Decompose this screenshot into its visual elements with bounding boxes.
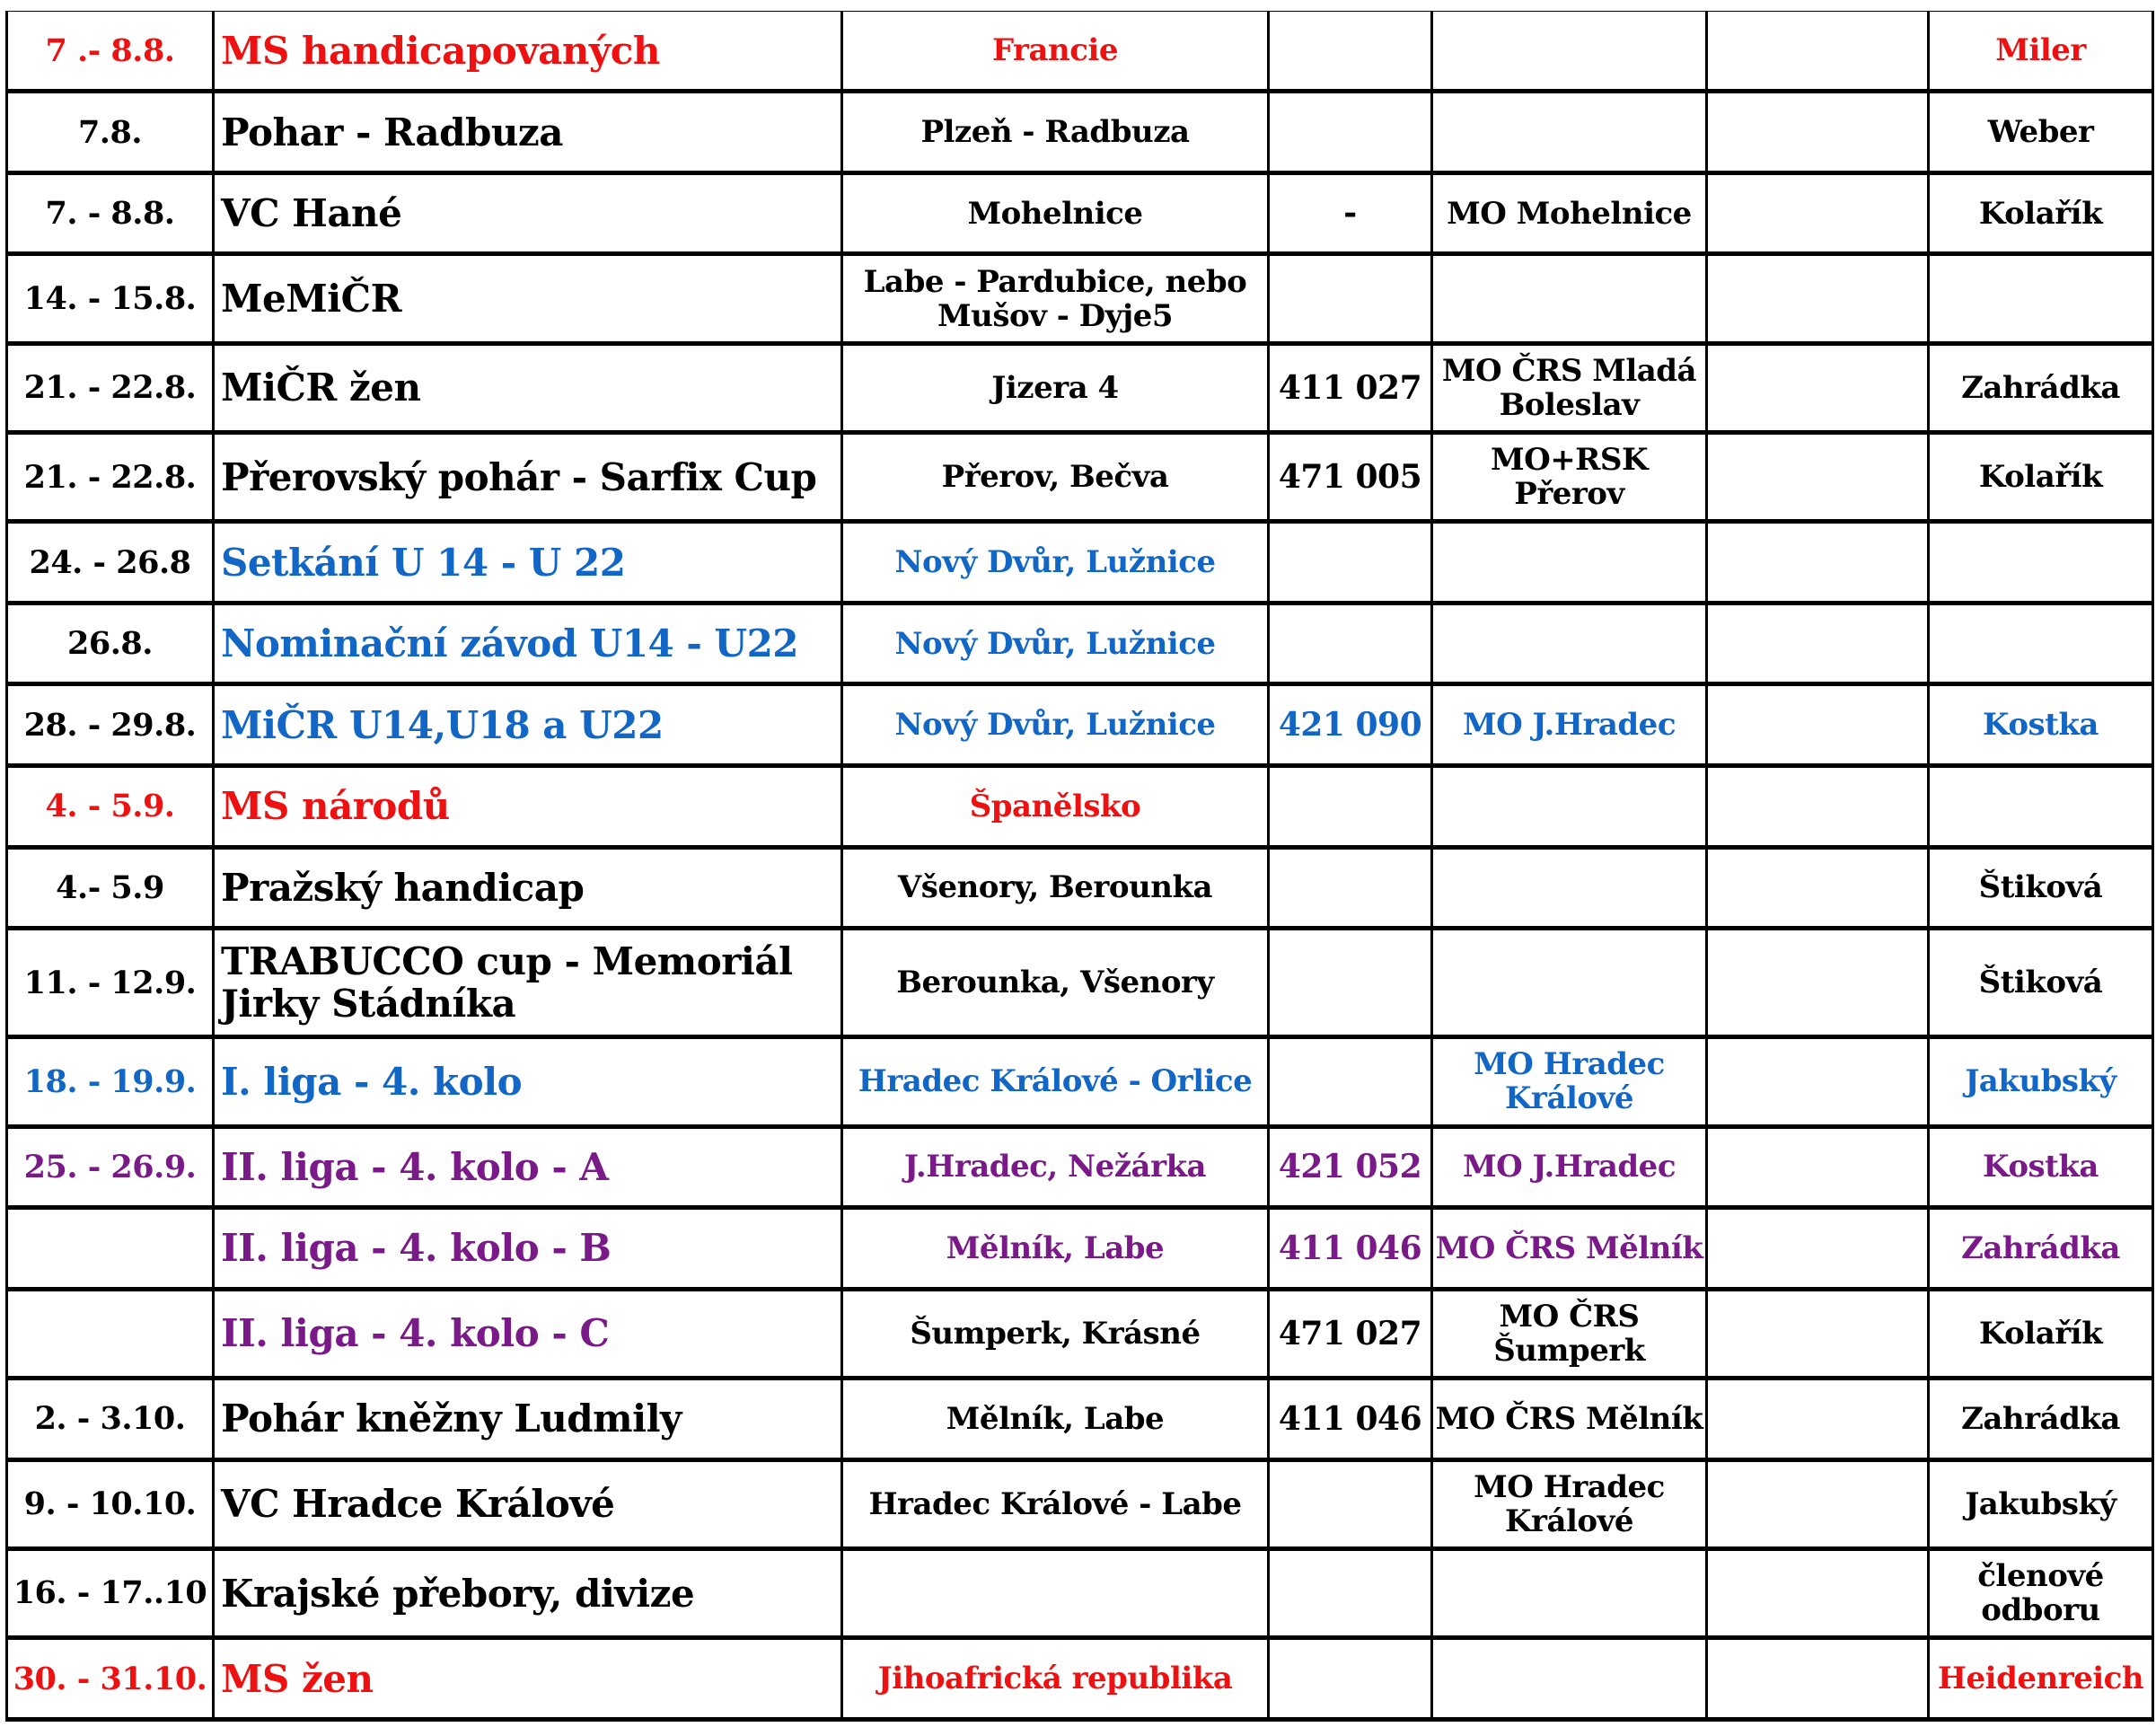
- venue-cell: Všenory, Berounka: [842, 847, 1269, 929]
- date-cell: 25. - 26.9.: [7, 1126, 214, 1208]
- extra-cell: [1707, 12, 1929, 92]
- responsible-cell: Kolařík: [1929, 172, 2153, 254]
- responsible-cell: [1929, 522, 2153, 604]
- event-cell: VC Hradce Králové: [214, 1459, 842, 1548]
- venue-cell: Mohelnice: [842, 172, 1269, 254]
- responsible-cell: Zahrádka: [1929, 1379, 2153, 1460]
- code-cell: [1269, 1548, 1432, 1637]
- responsible-cell: [1929, 603, 2153, 684]
- date-cell: 7.8.: [7, 92, 214, 173]
- table-row: [7, 343, 2153, 432]
- table-row: [7, 1548, 2153, 1637]
- event-cell: II. liga - 4. kolo - A: [214, 1126, 842, 1208]
- code-cell: 421 090: [1269, 684, 1432, 766]
- table-row: [7, 684, 2153, 766]
- table-row: [7, 433, 2153, 522]
- event-cell: MiČR U14,U18 a U22: [214, 684, 842, 766]
- date-cell: 26.8.: [7, 603, 214, 684]
- organizer-cell: [1432, 12, 1707, 92]
- responsible-cell: Jakubský: [1929, 1037, 2153, 1126]
- organizer-cell: MO+RSK Přerov: [1432, 433, 1707, 522]
- table-row: [7, 1638, 2153, 1720]
- date-cell: 21. - 22.8.: [7, 433, 214, 522]
- organizer-cell: [1432, 1548, 1707, 1637]
- venue-cell: [842, 1548, 1269, 1637]
- organizer-cell: [1432, 929, 1707, 1037]
- extra-cell: [1707, 254, 1929, 343]
- venue-cell: J.Hradec, Nežárka: [842, 1126, 1269, 1208]
- extra-cell: [1707, 1289, 1929, 1378]
- table-row: [7, 603, 2153, 684]
- organizer-cell: [1432, 254, 1707, 343]
- extra-cell: [1707, 172, 1929, 254]
- responsible-cell: Miler: [1929, 12, 2153, 92]
- organizer-cell: MO ČRS Mělník: [1432, 1379, 1707, 1460]
- responsible-cell: Zahrádka: [1929, 343, 2153, 432]
- extra-cell: [1707, 1037, 1929, 1126]
- table-row: [7, 847, 2153, 929]
- event-cell: MiČR žen: [214, 343, 842, 432]
- responsible-cell: Štiková: [1929, 847, 2153, 929]
- venue-cell: Hradec Králové - Labe: [842, 1459, 1269, 1548]
- date-cell: 14. - 15.8.: [7, 254, 214, 343]
- venue-cell: Jizera 4: [842, 343, 1269, 432]
- event-cell: II. liga - 4. kolo - B: [214, 1208, 842, 1290]
- venue-cell: Nový Dvůr, Lužnice: [842, 522, 1269, 604]
- event-cell: I. liga - 4. kolo: [214, 1037, 842, 1126]
- venue-cell: Hradec Králové - Orlice: [842, 1037, 1269, 1126]
- extra-cell: [1707, 1208, 1929, 1290]
- code-cell: [1269, 92, 1432, 173]
- extra-cell: [1707, 1459, 1929, 1548]
- table-row: [7, 1459, 2153, 1548]
- table-row: [7, 1208, 2153, 1290]
- responsible-cell: Weber: [1929, 92, 2153, 173]
- organizer-cell: [1432, 847, 1707, 929]
- event-cell: VC Hané: [214, 172, 842, 254]
- code-cell: [1269, 929, 1432, 1037]
- table-row: [7, 766, 2153, 848]
- organizer-cell: MO ČRS Šumperk: [1432, 1289, 1707, 1378]
- organizer-cell: MO ČRS Mělník: [1432, 1208, 1707, 1290]
- code-cell: 411 027: [1269, 343, 1432, 432]
- venue-cell: Šumperk, Krásné: [842, 1289, 1269, 1378]
- venue-cell: Nový Dvůr, Lužnice: [842, 684, 1269, 766]
- extra-cell: [1707, 522, 1929, 604]
- responsible-cell: [1929, 254, 2153, 343]
- organizer-cell: MO Hradec Králové: [1432, 1037, 1707, 1126]
- code-cell: 421 052: [1269, 1126, 1432, 1208]
- venue-cell: Labe - Pardubice, nebo Mušov - Dyje5: [842, 254, 1269, 343]
- date-cell: 18. - 19.9.: [7, 1037, 214, 1126]
- organizer-cell: MO Mohelnice: [1432, 172, 1707, 254]
- venue-cell: Berounka, Všenory: [842, 929, 1269, 1037]
- date-cell: 4. - 5.9.: [7, 766, 214, 848]
- code-cell: [1269, 522, 1432, 604]
- table-row: [7, 172, 2153, 254]
- organizer-cell: MO J.Hradec: [1432, 684, 1707, 766]
- event-cell: Setkání U 14 - U 22: [214, 522, 842, 604]
- date-cell: 4.- 5.9: [7, 847, 214, 929]
- date-cell: 21. - 22.8.: [7, 343, 214, 432]
- venue-cell: Plzeň - Radbuza: [842, 92, 1269, 173]
- responsible-cell: Kostka: [1929, 684, 2153, 766]
- date-cell: 2. - 3.10.: [7, 1379, 214, 1460]
- date-cell: [7, 1289, 214, 1378]
- date-cell: 7 .- 8.8.: [7, 12, 214, 92]
- date-cell: 9. - 10.10.: [7, 1459, 214, 1548]
- event-cell: MS národů: [214, 766, 842, 848]
- code-cell: [1269, 254, 1432, 343]
- extra-cell: [1707, 1638, 1929, 1720]
- code-cell: [1269, 12, 1432, 92]
- code-cell: [1269, 1638, 1432, 1720]
- table-row: [7, 1126, 2153, 1208]
- organizer-cell: [1432, 92, 1707, 173]
- organizer-cell: [1432, 522, 1707, 604]
- date-cell: 28. - 29.8.: [7, 684, 214, 766]
- date-cell: 11. - 12.9.: [7, 929, 214, 1037]
- organizer-cell: MO ČRS Mladá Boleslav: [1432, 343, 1707, 432]
- table-row: [7, 12, 2153, 92]
- event-cell: Krajské přebory, divize: [214, 1548, 842, 1637]
- extra-cell: [1707, 847, 1929, 929]
- responsible-cell: [1929, 766, 2153, 848]
- table-row: [7, 1037, 2153, 1126]
- event-cell: Pražský handicap: [214, 847, 842, 929]
- table-row: [7, 254, 2153, 343]
- extra-cell: [1707, 684, 1929, 766]
- responsible-cell: Kostka: [1929, 1126, 2153, 1208]
- code-cell: 411 046: [1269, 1379, 1432, 1460]
- date-cell: 24. - 26.8: [7, 522, 214, 604]
- event-cell: Nominační závod U14 - U22: [214, 603, 842, 684]
- venue-cell: Jihoafrická republika: [842, 1638, 1269, 1720]
- organizer-cell: [1432, 766, 1707, 848]
- event-cell: MS handicapovaných: [214, 12, 842, 92]
- responsible-cell: Zahrádka: [1929, 1208, 2153, 1290]
- responsible-cell: Jakubský: [1929, 1459, 2153, 1548]
- organizer-cell: MO J.Hradec: [1432, 1126, 1707, 1208]
- date-cell: 7. - 8.8.: [7, 172, 214, 254]
- code-cell: [1269, 1459, 1432, 1548]
- date-cell: 30. - 31.10.: [7, 1638, 214, 1720]
- date-cell: [7, 1208, 214, 1290]
- extra-cell: [1707, 433, 1929, 522]
- organizer-cell: [1432, 1638, 1707, 1720]
- table-row: [7, 522, 2153, 604]
- extra-cell: [1707, 603, 1929, 684]
- venue-cell: Španělsko: [842, 766, 1269, 848]
- table-row: [7, 1289, 2153, 1378]
- event-cell: Pohar - Radbuza: [214, 92, 842, 173]
- organizer-cell: [1432, 603, 1707, 684]
- responsible-cell: Heidenreich: [1929, 1638, 2153, 1720]
- extra-cell: [1707, 766, 1929, 848]
- event-cell: MS žen: [214, 1638, 842, 1720]
- venue-cell: Mělník, Labe: [842, 1208, 1269, 1290]
- table-row: [7, 929, 2153, 1037]
- venue-cell: Nový Dvůr, Lužnice: [842, 603, 1269, 684]
- responsible-cell: Štiková: [1929, 929, 2153, 1037]
- table-row: [7, 1379, 2153, 1460]
- venue-cell: Přerov, Bečva: [842, 433, 1269, 522]
- event-cell: II. liga - 4. kolo - C: [214, 1289, 842, 1378]
- code-cell: [1269, 766, 1432, 848]
- extra-cell: [1707, 1548, 1929, 1637]
- extra-cell: [1707, 92, 1929, 173]
- venue-cell: Francie: [842, 12, 1269, 92]
- event-cell: MeMiČR: [214, 254, 842, 343]
- code-cell: 471 005: [1269, 433, 1432, 522]
- schedule-body: [7, 12, 2153, 1720]
- organizer-cell: MO Hradec Králové: [1432, 1459, 1707, 1548]
- code-cell: -: [1269, 172, 1432, 254]
- code-cell: [1269, 1037, 1432, 1126]
- event-cell: TRABUCCO cup - Memoriál Jirky Stádníka: [214, 929, 842, 1037]
- table-row: [7, 92, 2153, 173]
- extra-cell: [1707, 1126, 1929, 1208]
- extra-cell: [1707, 343, 1929, 432]
- venue-cell: Mělník, Labe: [842, 1379, 1269, 1460]
- responsible-cell: Kolařík: [1929, 1289, 2153, 1378]
- code-cell: 411 046: [1269, 1208, 1432, 1290]
- code-cell: [1269, 603, 1432, 684]
- responsible-cell: členové odboru: [1929, 1548, 2153, 1637]
- code-cell: [1269, 847, 1432, 929]
- code-cell: 471 027: [1269, 1289, 1432, 1378]
- schedule-table: [5, 11, 2154, 1722]
- date-cell: 16. - 17..10: [7, 1548, 214, 1637]
- extra-cell: [1707, 929, 1929, 1037]
- responsible-cell: Kolařík: [1929, 433, 2153, 522]
- event-cell: Přerovský pohár - Sarfix Cup: [214, 433, 842, 522]
- extra-cell: [1707, 1379, 1929, 1460]
- event-cell: Pohár kněžny Ludmily: [214, 1379, 842, 1460]
